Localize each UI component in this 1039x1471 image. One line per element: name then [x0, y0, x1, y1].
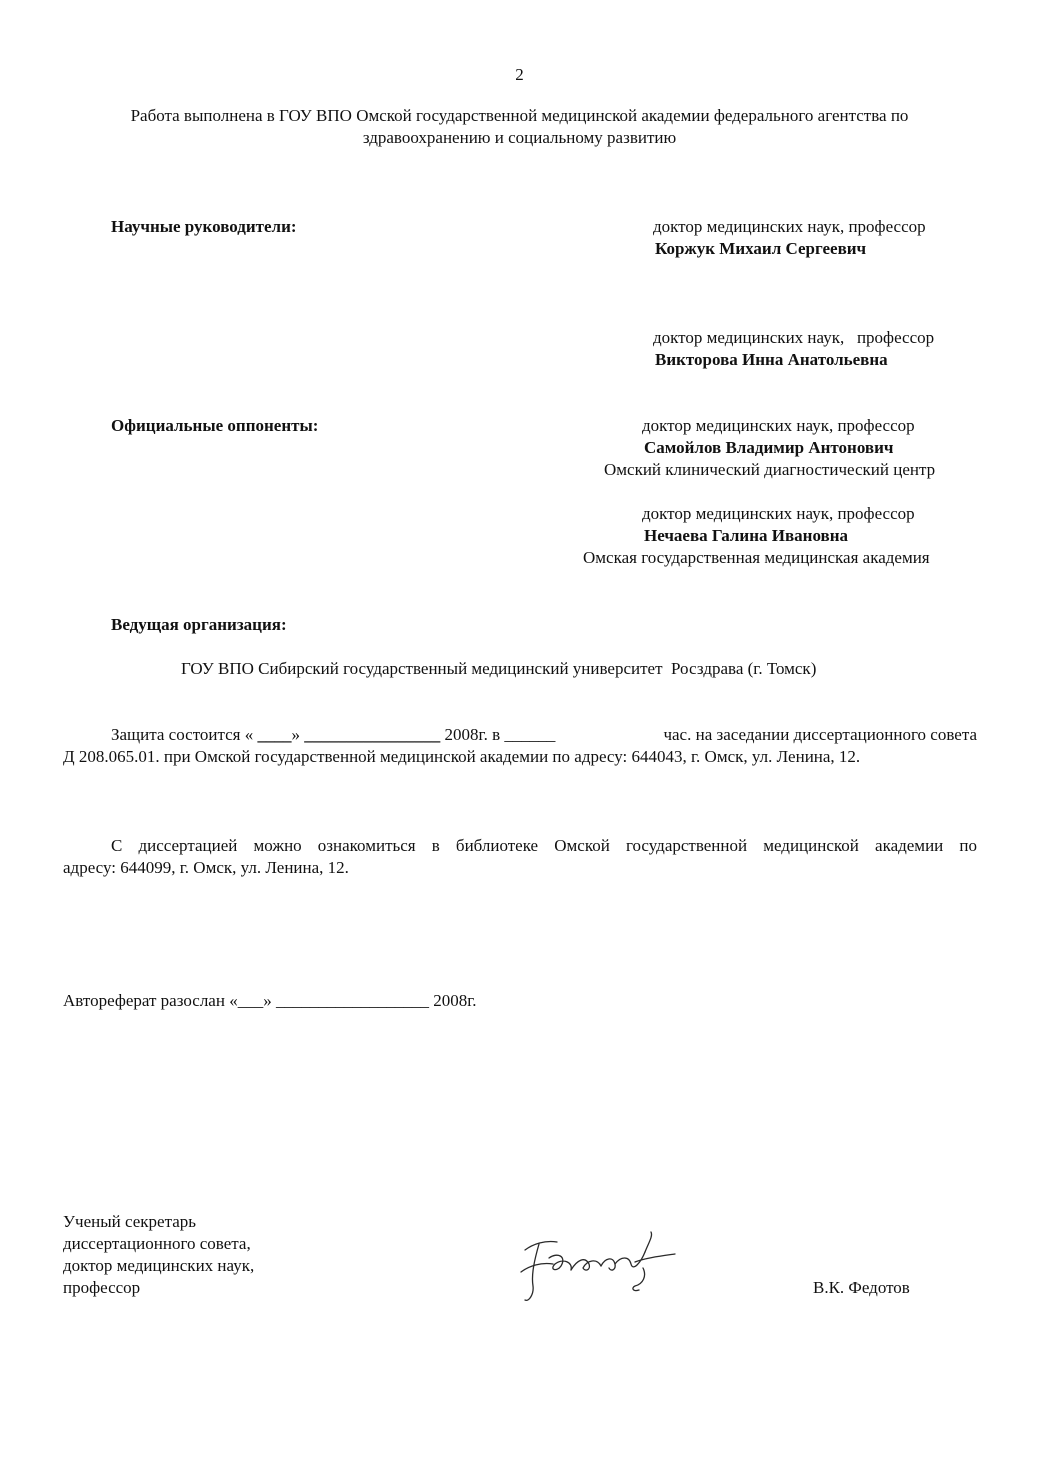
supervisor-1-name: Коржук Михаил Сергеевич: [655, 239, 867, 258]
lead-org-label: Ведущая организация:: [111, 615, 287, 634]
page-number: 2: [515, 65, 524, 84]
supervisors-label: Научные руководители:: [111, 217, 297, 236]
supervisor-2-degree: доктор медицинских наук, профессор: [653, 328, 935, 347]
defense-middle: 2008г. в: [440, 725, 505, 744]
supervisor-2-name: Викторова Инна Анатольевна: [655, 350, 888, 369]
defense-line-1: [111, 724, 977, 746]
defense-hour-blank: ______: [504, 725, 556, 744]
secretary-line-1: Ученый секретарь: [63, 1212, 197, 1231]
opponent-2-degree: доктор медицинских наук, профессор: [642, 504, 915, 523]
secretary-line-3: доктор медицинских наук,: [63, 1256, 255, 1275]
opponent-1-degree: доктор медицинских наук, профессор: [642, 416, 915, 435]
supervisor-1-degree: доктор медицинских наук, профессор: [653, 217, 926, 236]
defense-suffix: час. на заседании диссертационного совета: [659, 725, 977, 744]
library-line-2: адресу: 644099, г. Омск, ул. Ленина, 12.: [63, 858, 349, 877]
defense-line-1-start: [111, 724, 555, 746]
intro-line-2: здравоохранению и социальному развитию: [362, 128, 677, 147]
defense-quote-close: »: [291, 725, 305, 744]
lead-org-value: ГОУ ВПО Сибирский государственный медицинский университет Росздрава (г. Томск): [181, 659, 817, 678]
opponent-2-name: Нечаева Галина Ивановна: [644, 526, 849, 545]
secretary-line-2: диссертационного совета,: [63, 1234, 251, 1253]
opponents-label: Официальные оппоненты:: [111, 416, 319, 435]
abstract-sent: Автореферат разослан «___» __________________ 2008г.: [63, 991, 477, 1010]
opponent-2-org: Омская государственная медицинская академия: [583, 548, 930, 567]
library-line-1: С диссертацией можно ознакомиться в библиотеке Омской государственной медицинской академии по: [111, 836, 977, 855]
defense-month-blank: ________________: [304, 725, 441, 744]
secretary-name: В.К. Федотов: [813, 1278, 910, 1297]
intro-line-1: Работа выполнена в ГОУ ВПО Омской государственной медицинской академии федерального агентства по: [130, 106, 909, 125]
secretary-line-4: профессор: [63, 1278, 141, 1297]
opponent-1-name: Самойлов Владимир Антонович: [644, 438, 894, 457]
opponent-1-org: Омский клинический диагностический центр: [604, 460, 936, 479]
defense-line-2: Д 208.065.01. при Омской государственной медицинской академии по адресу: 644043, г. Омск, ул. Ленина, 12.: [63, 747, 861, 766]
defense-prefix: Защита состоится «: [111, 725, 258, 744]
signature-image: [515, 1222, 680, 1307]
defense-day-blank: ____: [257, 725, 292, 744]
